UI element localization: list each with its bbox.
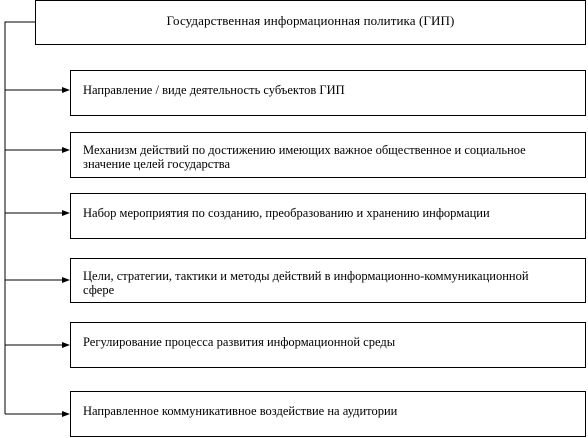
- item-label-1: Направление / виде деятельность субъектов ГИП: [83, 83, 345, 97]
- item-label-5: Регулирование процесса развития информационной среды: [83, 335, 396, 349]
- item-box-3: [70, 193, 586, 239]
- item-label-2: Механизм действий по достижению имеющих важное общественное и социальное значение целей государства: [83, 143, 526, 171]
- item-label-6: Направленное коммуникативное воздействие на аудитории: [83, 404, 398, 418]
- item-box-2: [70, 132, 586, 178]
- item-label-4: Цели, стратегии, тактики и методы действий в информационно-коммуникационной сфере: [83, 269, 529, 297]
- title-box: [35, 0, 586, 45]
- item-box-4: [70, 258, 586, 303]
- arrowhead-3: [62, 210, 70, 216]
- diagram-title: Государственная информационная политика (ГИП): [166, 12, 455, 28]
- arrowhead-1: [62, 87, 70, 93]
- item-box-1: [70, 70, 586, 116]
- item-box-6: [70, 391, 586, 437]
- item-label-3: Набор мероприятия по созданию, преобразованию и хранению информации: [83, 206, 490, 220]
- arrowhead-2: [62, 147, 70, 153]
- arrowhead-6: [62, 411, 70, 417]
- arrowhead-5: [62, 342, 70, 348]
- trunk-line: [5, 22, 35, 414]
- item-box-5: [70, 322, 586, 368]
- arrowhead-4: [62, 277, 70, 283]
